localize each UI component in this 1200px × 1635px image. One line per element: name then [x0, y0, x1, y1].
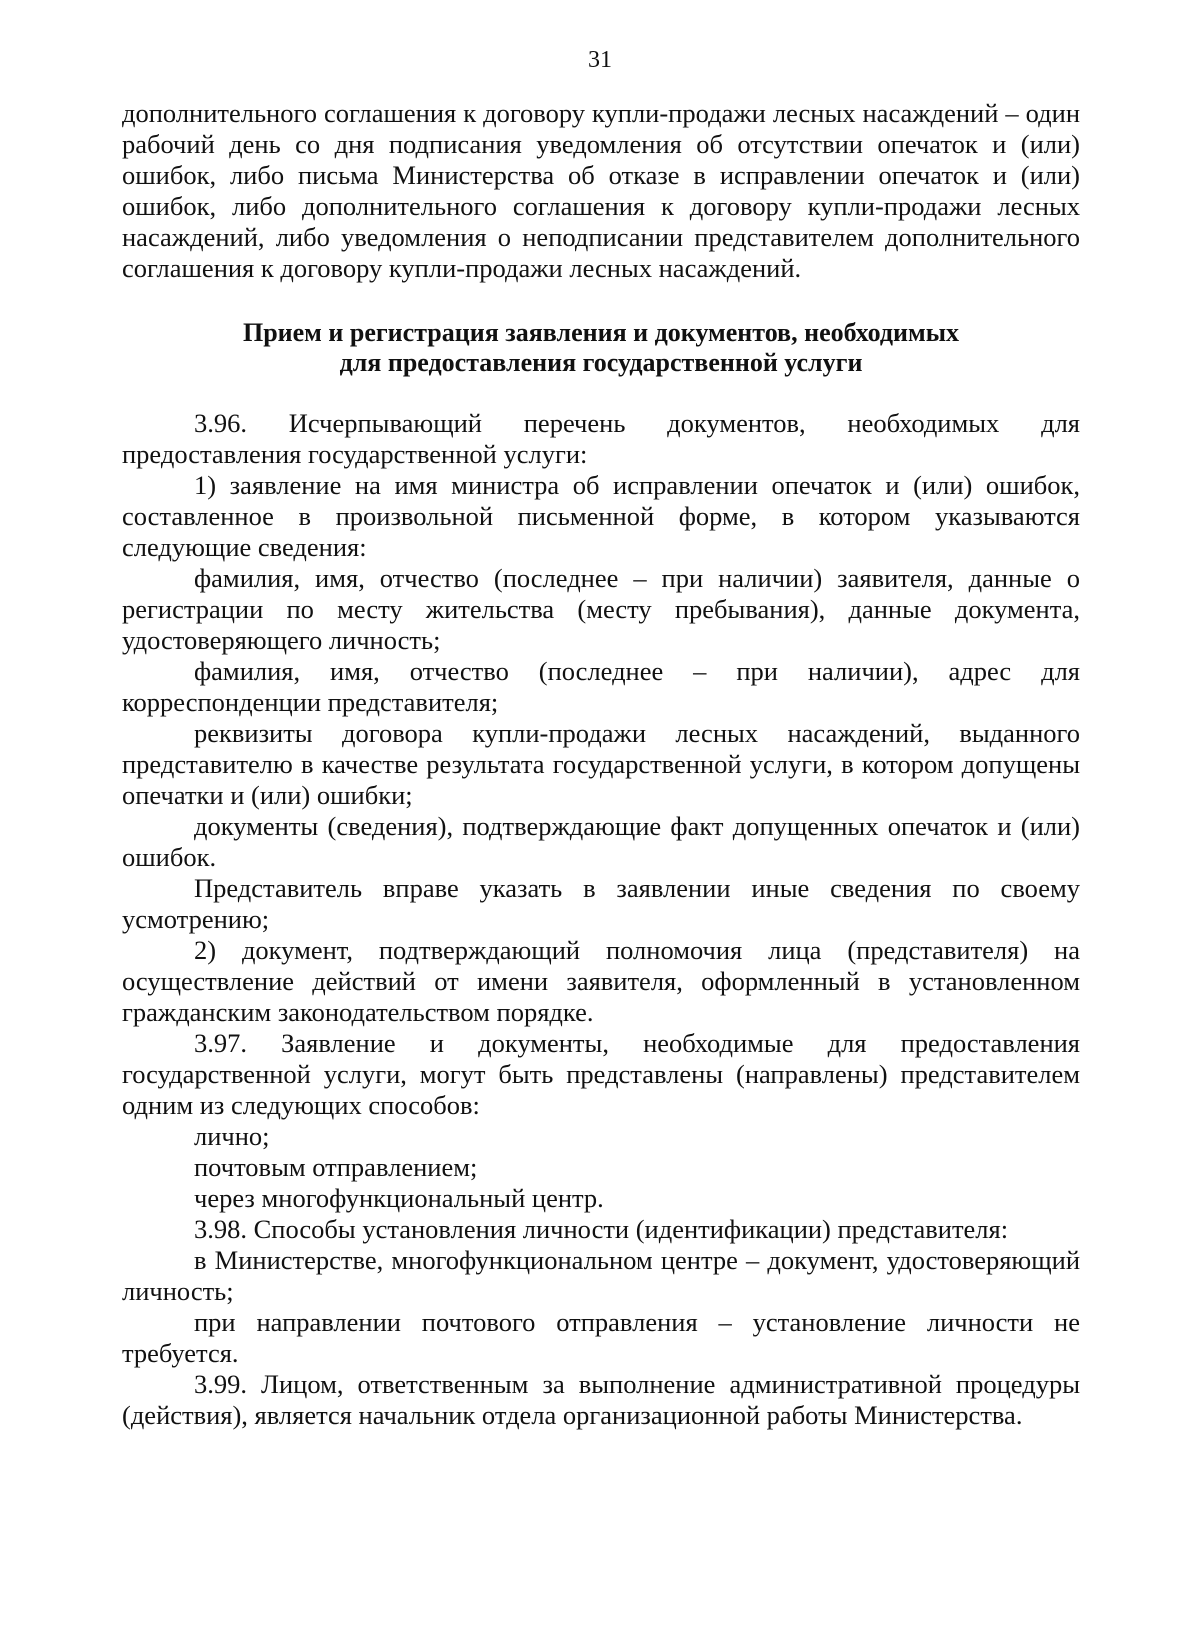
paragraph-representative-details: фамилия, имя, отчество (последнее – при наличии), адрес для корреспонденции представителя; [122, 656, 1080, 717]
paragraph-3-96: 3.96. Исчерпывающий перечень документов, необходимых для предоставления государственной услуги: [122, 408, 1080, 469]
section-heading [122, 318, 1080, 378]
method-personal: лично; [194, 1121, 270, 1151]
method-mail: почтовым отправлением; [194, 1152, 478, 1182]
paragraph-supporting-documents: документы (сведения), подтверждающие факт допущенных опечаток и (или) ошибок. [122, 811, 1080, 872]
paragraph-postal-identification: при направлении почтового отправления – установление личности не требуется. [122, 1307, 1080, 1368]
section-heading-line-2: для предоставления государственной услуги [339, 348, 863, 377]
paragraph-contract-details: реквизиты договора купли-продажи лесных насаждений, выданного представителю в качестве результата государственной услуги, в котором допущены опечатки и (или) ошибки; [122, 718, 1080, 810]
paragraph-applicant-details: фамилия, имя, отчество (последнее – при наличии) заявителя, данные о регистрации по месту жительства (месту пребывания), данные документа, удостоверяющего личность; [122, 563, 1080, 655]
document-body [122, 98, 1080, 1431]
page-number: 31 [588, 47, 612, 73]
paragraph-3-97: 3.97. Заявление и документы, необходимые для предоставления государственной услуги, могут быть представлены (направлены) представителем одним из следующих способов: [122, 1028, 1080, 1120]
method-mfc: через многофункциональный центр. [194, 1183, 604, 1213]
intro-paragraph: дополнительного соглашения к договору купли-продажи лесных насаждений – один рабочий день со дня подписания уведомления об отсутствии опечаток и (или) ошибок, либо письма Министерства об отказе в исправлении опечаток и (или) ошибок, либо дополнительного соглашения к договору купли-продажи лесных насаждений, либо уведомления о неподписании представителем дополнительного соглашения к договору купли-продажи лесных насаждений. [122, 98, 1080, 283]
paragraph-3-99: 3.99. Лицом, ответственным за выполнение административной процедуры (действия), является начальник отдела организационной работы Министерства. [122, 1369, 1080, 1430]
section-heading-line-1: Прием и регистрация заявления и документов, необходимых [242, 318, 960, 347]
paragraph-3-98: 3.98. Способы установления личности (идентификации) представителя: [194, 1214, 1009, 1244]
paragraph-ministry-identification: в Министерстве, многофункциональном центре – документ, удостоверяющий личность; [122, 1245, 1080, 1306]
paragraph-representative-right: Представитель вправе указать в заявлении иные сведения по своему усмотрению; [122, 873, 1080, 934]
list-item-1: 1) заявление на имя министра об исправлении опечаток и (или) ошибок, составленное в произвольной письменной форме, в котором указываются следующие сведения: [122, 470, 1080, 562]
list-item-2: 2) документ, подтверждающий полномочия лица (представителя) на осуществление действий от имени заявителя, оформленный в установленном гражданским законодательством порядке. [122, 935, 1080, 1027]
